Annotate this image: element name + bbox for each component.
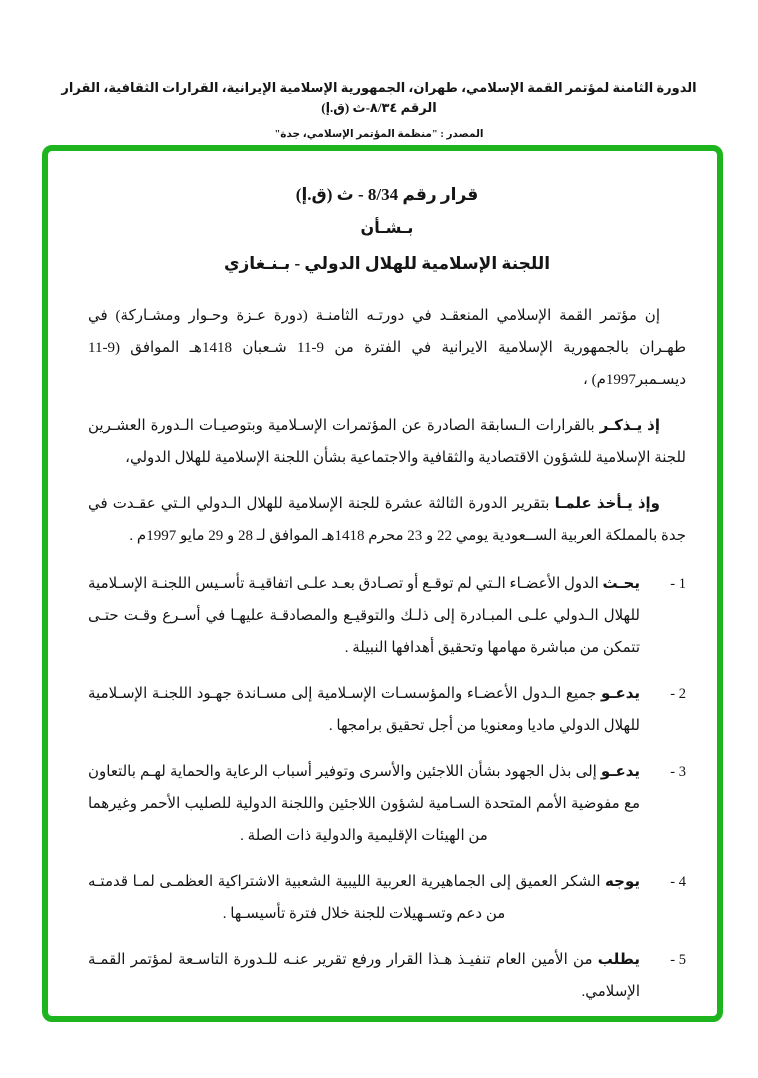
paragraph-text: بالقرارات الـسابقة الصادرة عن المؤتمرات الإسـلامية وبتوصيـات الـدورة العشـرين للجنة الإسلامية للشؤون الاقتصادية والثقافية والاجتماعية بشأن اللجنة الإسلامية للهلال الدولي،	[88, 418, 686, 466]
resolution-item	[88, 866, 686, 930]
item-number: 3 -	[670, 764, 686, 780]
item-lead: يطلب	[597, 952, 641, 968]
item-number: 4 -	[670, 874, 686, 890]
item-text: إلى بذل الجهود بشأن اللاجئين والأسرى وتوفير أسباب الرعاية والحماية لهـم بالتعاون مع مفوضية الأمم المتحدة السـامية لشؤون اللاجئين واللجنة الدولية للصليب الأحمر وغيرهما من الهيئات الإقليمية والدولية ذات الصلة .	[88, 764, 640, 844]
item-text: الشكر العميق إلى الجماهيرية العربية الليبية الشعبية الاشتراكية العظمـى لمـا قدمتـه من دعم وتسـهيلات للجنة خلال فترة تأسيسـها .	[88, 874, 601, 922]
resolution-subject-label: بـشـأن	[360, 220, 414, 237]
item-paragraph	[88, 866, 640, 930]
preamble-section	[88, 300, 686, 552]
item-lead: يحـث	[602, 576, 640, 592]
paragraph-text: إن مؤتمر القمة الإسلامي المنعقـد في دورتـه الثامنـة (دورة عـزة وحـوار ومشـاركة) في طهـران بالجمهورية الإسلامية الايرانية في الفترة من 9-11 شـعبان 1418هـ الموافق (9-11 ديسـمبر1997م) ،	[88, 308, 687, 388]
item-lead: يدعـو	[600, 686, 641, 702]
preamble-paragraph	[88, 300, 686, 396]
resolution-frame	[42, 145, 723, 1022]
item-paragraph	[88, 678, 640, 742]
resolution-item	[88, 568, 686, 664]
item-number: 2 -	[670, 686, 686, 702]
operative-items	[88, 568, 686, 1008]
resolution-item	[88, 678, 686, 742]
header-source-line: المصدر : "منظمة المؤتمر الإسلامي، جدة"	[274, 129, 484, 140]
preamble-paragraph	[88, 410, 686, 474]
paragraph-lead: إذ يـذكـر	[599, 418, 661, 434]
item-paragraph	[88, 944, 640, 1008]
item-number: 5 -	[670, 952, 686, 968]
resolution-item	[88, 944, 686, 1008]
item-lead: يوجه	[605, 874, 640, 890]
page-header	[0, 0, 758, 142]
item-text: من الأمين العام تنفيـذ هـذا القرار ورفع تقرير عنـه للـدورة التاسـعة لمؤتمر القمـة الإسلامي.	[88, 952, 640, 1000]
item-text: الدول الأعضـاء الـتي لم توقـع أو تصـادق بعـد علـى اتفاقيـة تأسـيس اللجنـة الإسـلامية للهلال الـدولي علـى المبـادرة إلى ذلـك والتوقيـع والمصادقـة عليهـا في أسـرع وقـت حتـى تتمكن من مباشرة مهامها وتحقيق أهدافها النبيلة .	[88, 576, 640, 656]
item-lead: يدعـو	[600, 764, 640, 780]
item-paragraph	[88, 568, 640, 664]
header-session-line: الدورة الثامنة لمؤتمر القمة الإسلامي، طهران، الجمهورية الإسلامية الإيرانية، القرارات الثقافية، القرار الرقم ٨/٣٤-ث (ق.إ)	[61, 80, 697, 115]
item-number: 1 -	[670, 576, 686, 592]
paragraph-lead: وإذ يـأخذ علمـا	[554, 496, 660, 512]
resolution-item	[88, 756, 686, 852]
item-text: جميع الـدول الأعضـاء والمؤسسـات الإسـلامية إلى مسـاندة جهـود اللجنـة الإسـلامية للهلال الدولي ماديا ومعنويا من أجل تحقيق برامجها .	[88, 686, 640, 734]
resolution-subject-title: اللجنة الإسلامية للهلال الدولي - بـنـغازي	[223, 254, 551, 273]
resolution-number-title: قرار رقم 8/34 - ث (ق.إ)	[295, 185, 479, 204]
preamble-paragraph	[88, 488, 686, 552]
document-title	[88, 185, 686, 274]
item-paragraph	[88, 756, 640, 852]
paragraph-text: بتقرير الدورة الثالثة عشرة للجنة الإسلامية للهلال الـدولي الـتي عقـدت في جدة بالمملكة العربية الســعودية يومي 22 و 23 محرم 1418هـ الموافق لـ 28 و 29 مايو 1997م .	[88, 496, 686, 544]
